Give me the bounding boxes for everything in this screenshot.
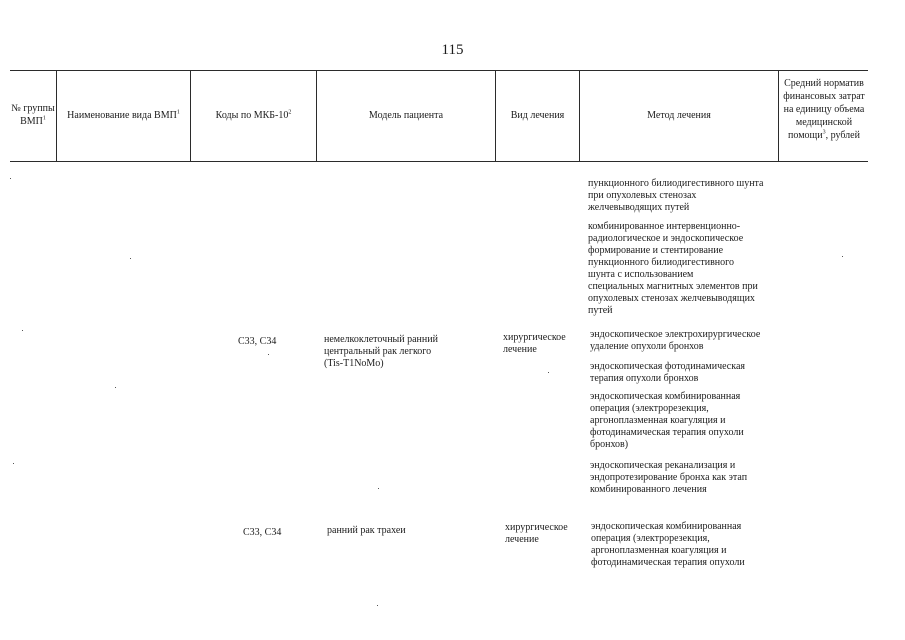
header-bottom-border (10, 161, 868, 162)
treatment-type-cell: хирургическое лечение (503, 332, 566, 355)
method-item: эндоскопическое электрохирургическое удаление опухоли бронхов (590, 329, 761, 352)
icd-codes-cell: C33, C34 (243, 527, 282, 538)
footnote-mark: 2 (288, 109, 292, 116)
header-patient-model (317, 92, 495, 138)
method-item: пункционного билиодигестивного шунта при опухолевых стенозах желчевыводящих путей (588, 178, 764, 213)
treatment-type-cell: хирургическое лечение (505, 522, 568, 545)
method-item: эндоскопическая комбинированная операция (электрорезекция, аргоноплазменная коагуляция и фотодинамическая терапия опухоли (591, 521, 745, 568)
patient-model-cell: ранний рак трахеи (327, 525, 406, 536)
header-cost-text: Средний норматив финансовых затрат на единицу объема медицинской помощи (783, 77, 865, 141)
header-group-no (10, 92, 56, 138)
header-cost-tail: , рублей (825, 129, 860, 141)
method-item: эндоскопическая комбинированная операция (электрорезекция, аргоноплазменная коагуляция и фотодинамическая терапия опухоли бронхов) (590, 391, 744, 450)
scan-speck (13, 463, 14, 464)
scan-speck (10, 178, 11, 179)
header-group-no-text: № группы ВМП (11, 103, 55, 127)
scan-speck (548, 372, 549, 373)
method-item: комбинированное интервенционно- радиологическое и эндоскопическое формирование и стентирование пункционного билиодигестивного шунта с использованием специальных магнитных элементов при опухолевых стенозах желчевыводящих путей (588, 221, 758, 316)
scan-speck (130, 258, 131, 259)
scan-speck (22, 330, 23, 331)
scan-speck (377, 605, 378, 606)
header-patient-model-text: Модель пациента (368, 109, 444, 121)
header-icd-codes (191, 92, 316, 138)
footnote-mark: 1 (42, 115, 46, 122)
header-treatment-type-text: Вид лечения (510, 109, 565, 121)
method-item: эндоскопическая фотодинамическая терапия опухоли бронхов (590, 361, 745, 384)
scan-speck (842, 256, 843, 257)
footnote-mark: 3 (822, 129, 826, 136)
method-item: эндоскопическая реканализация и эндопротезирование бронха как этап комбинированного лечения (590, 460, 748, 495)
header-icd-codes-text: Коды по МКБ-10 (215, 109, 289, 121)
icd-codes-cell: C33, C34 (238, 336, 277, 347)
header-vmp-name-text: Наименование вида ВМП (67, 109, 177, 121)
column-divider (778, 70, 779, 161)
table-top-border (10, 70, 868, 71)
header-cost (780, 62, 868, 156)
footnote-mark: 1 (176, 109, 180, 116)
header-vmp-name (57, 92, 190, 138)
scan-speck (378, 488, 379, 489)
header-treatment-method (580, 92, 778, 138)
header-treatment-type (496, 92, 579, 138)
page-number: 115 (441, 42, 464, 58)
patient-model-cell: немелкоклеточный ранний центральный рак легкого (Tis-T1NoMo) (324, 334, 438, 369)
scan-speck (268, 354, 269, 355)
scan-speck (115, 387, 116, 388)
header-treatment-method-text: Метод лечения (647, 109, 711, 121)
